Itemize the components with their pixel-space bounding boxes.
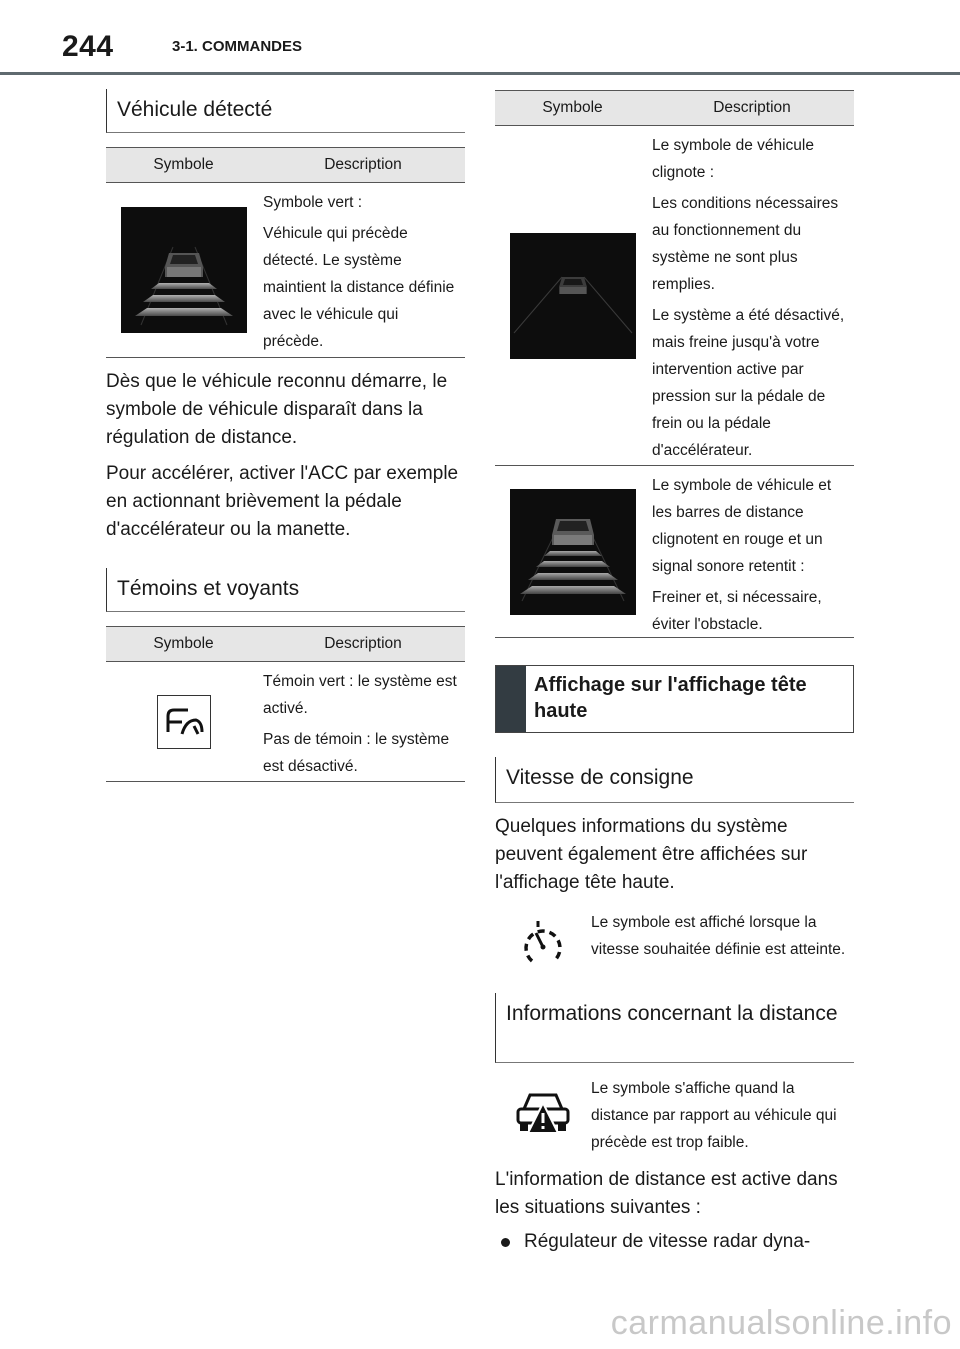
left-column bbox=[106, 89, 465, 782]
acc-vehicle-detected-green-icon bbox=[121, 207, 247, 333]
description-cell bbox=[261, 183, 465, 357]
description-cell bbox=[650, 126, 854, 465]
acc-vehicle-red-warning-icon bbox=[510, 489, 636, 615]
icon-description-row bbox=[495, 909, 854, 967]
symbol-cell bbox=[495, 126, 650, 465]
col-description: Description bbox=[713, 99, 791, 116]
body-text bbox=[495, 1166, 854, 1222]
table-row bbox=[495, 466, 854, 638]
col-symbol: Symbole bbox=[542, 99, 603, 116]
icon-description: Le symbole s'affiche quand la distance par rapport au véhicule qui précède est trop faible. bbox=[591, 1080, 837, 1151]
table-header bbox=[495, 90, 854, 126]
description-line: Véhicule qui précède détecté. Le système maintient la distance définie avec le véhicule qui précède. bbox=[263, 225, 455, 350]
bullet-text: Régulateur de vitesse radar dyna- bbox=[524, 1231, 811, 1252]
col-description: Description bbox=[324, 635, 402, 652]
table-row bbox=[495, 126, 854, 466]
symbol-cell bbox=[106, 662, 261, 781]
header-rule bbox=[0, 72, 960, 75]
table-header bbox=[106, 626, 465, 662]
icon-description: Le symbole est affiché lorsque la vitesse souhaitée définie est atteinte. bbox=[591, 914, 846, 958]
page-header bbox=[0, 0, 960, 76]
chapter-title: 3-1. COMMANDES bbox=[172, 38, 303, 55]
symbol-cell bbox=[106, 183, 261, 357]
paragraph: Quelques informations du système peuvent également être affichées sur l'affichage tête haute. bbox=[495, 816, 808, 893]
page-number: 244 bbox=[62, 30, 114, 63]
bullet-dot bbox=[501, 1238, 510, 1247]
section-heading-set-speed: Vitesse de consigne bbox=[495, 757, 854, 803]
description-line: Le symbole de véhicule et les barres de distance clignotent en rouge et un signal sonore retentit : bbox=[652, 477, 832, 575]
paragraph: L'information de distance est active dans les situations suivantes : bbox=[495, 1169, 838, 1218]
icon-cell bbox=[495, 1075, 591, 1137]
description-line: Le symbole de véhicule clignote : bbox=[652, 137, 814, 181]
heading-accent-bar bbox=[496, 666, 526, 732]
body-text bbox=[495, 813, 854, 897]
symbol-cell bbox=[495, 466, 650, 637]
description-line: Freiner et, si nécessaire, éviter l'obstacle. bbox=[652, 589, 822, 633]
description-line: Symbole vert : bbox=[263, 194, 363, 211]
section-heading-vehicle-detected: Véhicule détecté bbox=[106, 89, 465, 133]
paragraph: Dès que le véhicule reconnu démarre, le symbole de véhicule disparaît dans la régulation de distance. bbox=[106, 371, 448, 448]
col-symbol: Symbole bbox=[153, 156, 214, 173]
table-header bbox=[106, 147, 465, 183]
col-symbol: Symbole bbox=[153, 635, 214, 652]
section-heading-distance-info: Informations concernant la distance bbox=[495, 993, 854, 1063]
watermark: carmanualsonline.info bbox=[610, 1304, 952, 1342]
heading-text: Affichage sur l'affichage tête haute bbox=[534, 674, 807, 722]
bullet-item bbox=[495, 1228, 854, 1256]
col-description: Description bbox=[324, 156, 402, 173]
table-row bbox=[106, 183, 465, 358]
paragraph: Pour accélérer, activer l'ACC par exemple en actionnant brièvement la pédale d'accélérateur ou la manette. bbox=[106, 463, 459, 540]
section-heading-hud bbox=[495, 665, 854, 733]
description-cell bbox=[650, 466, 854, 637]
description-line: Le système a été désactivé, mais freine jusqu'à votre intervention active par pression sur la pédale de frein ou la pédale d'accélérateur. bbox=[652, 307, 845, 459]
distance-warning-icon bbox=[514, 1087, 572, 1137]
description-cell bbox=[261, 662, 465, 781]
acc-vehicle-blinking-icon bbox=[510, 233, 636, 359]
icon-description-row bbox=[495, 1075, 854, 1156]
description-line: Pas de témoin : le système est désactivé. bbox=[263, 731, 450, 775]
description-line: Les conditions nécessaires au fonctionnement du système ne sont plus remplies. bbox=[652, 195, 839, 293]
right-column bbox=[495, 90, 854, 1256]
description-line: Témoin vert : le système est activé. bbox=[263, 673, 457, 717]
section-heading-indicators: Témoins et voyants bbox=[106, 568, 465, 612]
table-row bbox=[106, 662, 465, 782]
body-text bbox=[106, 368, 465, 544]
set-speed-reached-icon bbox=[522, 919, 564, 967]
acc-indicator-icon bbox=[157, 695, 211, 749]
icon-cell bbox=[495, 909, 591, 967]
